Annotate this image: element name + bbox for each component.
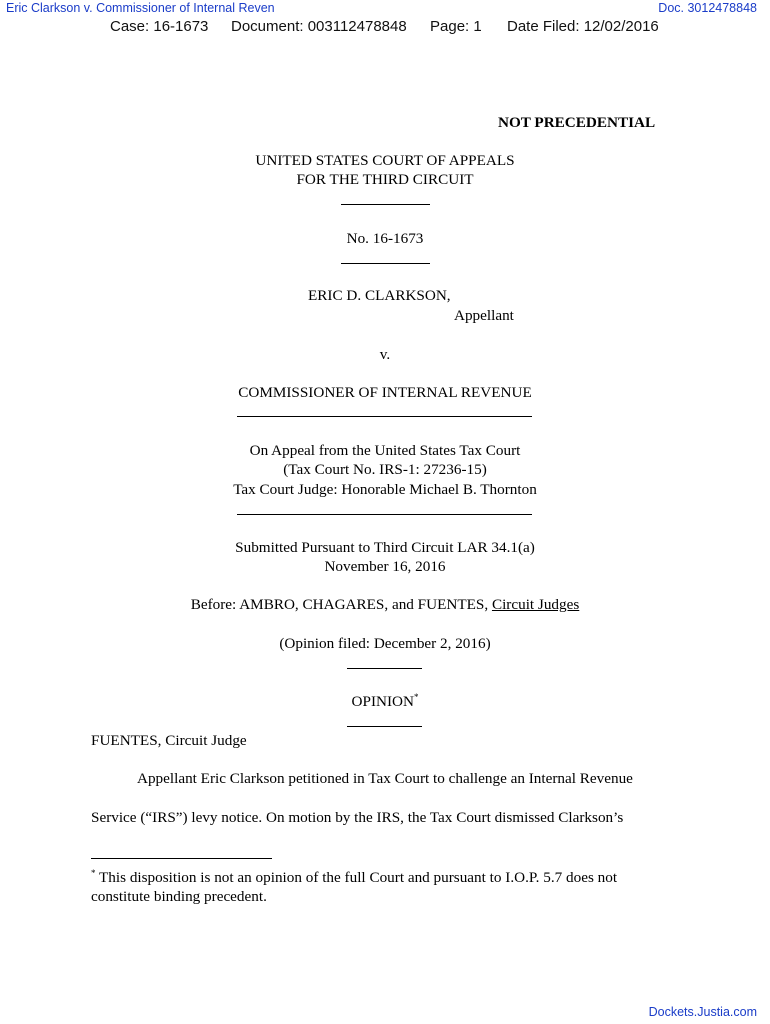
docket-number: No. 16-1673 [346,230,424,247]
document-id: Document: 003112478848 [231,18,407,35]
versus: v. [379,346,391,363]
source-link[interactable]: Dockets.Justia.com [648,1005,757,1019]
appeal-source-line2: (Tax Court No. IRS-1: 27236-15) [283,461,487,478]
opinion-heading [0,691,770,710]
submission-line2: November 16, 2016 [324,558,446,575]
separator-rule [341,263,430,264]
precedential-status: NOT PRECEDENTIAL [498,114,656,131]
separator-rule [347,726,422,727]
appeal-source-line1: On Appeal from the United States Tax Court [249,442,521,459]
separator-rule [347,668,422,669]
footnote-marker: * [91,867,96,878]
body-paragraph-line2: Service (“IRS”) levy notice. On motion by the IRS, the Tax Court dismissed Clarkson’s [91,809,624,826]
appellee-name: COMMISSIONER OF INTERNAL REVENUE [238,384,532,401]
footnote-line1 [91,867,618,886]
appellant-role: Appellant [454,307,514,324]
case-title-link[interactable]: Eric Clarkson v. Commissioner of Internal Reven [6,1,275,15]
appeal-source-line3: Tax Court Judge: Honorable Michael B. Thornton [233,481,537,498]
date-filed: Date Filed: 12/02/2016 [507,18,659,35]
opinion-filed-date: (Opinion filed: December 2, 2016) [279,635,491,652]
page-number: Page: 1 [430,18,482,35]
panel-judges-title: Circuit Judges [491,596,580,613]
submission-line1: Submitted Pursuant to Third Circuit LAR 34.1(a) [235,539,535,556]
footnote-line2: constitute binding precedent. [91,888,267,905]
separator-rule [237,416,532,417]
case-number: Case: 16-1673 [110,18,209,35]
separator-rule [341,204,430,205]
opinion-author: FUENTES, Circuit Judge [91,732,247,749]
footnote-reference: * [413,691,419,702]
separator-rule [237,514,532,515]
footnote-text: This disposition is not an opinion of the full Court and pursuant to I.O.P. 5.7 does not [95,869,618,886]
document-number-link[interactable]: Doc. 3012478848 [658,1,757,15]
appellant-name: ERIC D. CLARKSON, [308,287,451,304]
body-paragraph-line1: Appellant Eric Clarkson petitioned in Tax Court to challenge an Internal Revenue [137,770,633,787]
panel-judges [0,597,770,612]
panel-judges-names: Before: AMBRO, CHAGARES, and FUENTES, [190,596,492,613]
court-name-line1: UNITED STATES COURT OF APPEALS [255,152,515,169]
court-name-line2: FOR THE THIRD CIRCUIT [296,171,474,188]
opinion-heading-text: OPINION [351,693,414,710]
footnote-divider [91,858,272,859]
